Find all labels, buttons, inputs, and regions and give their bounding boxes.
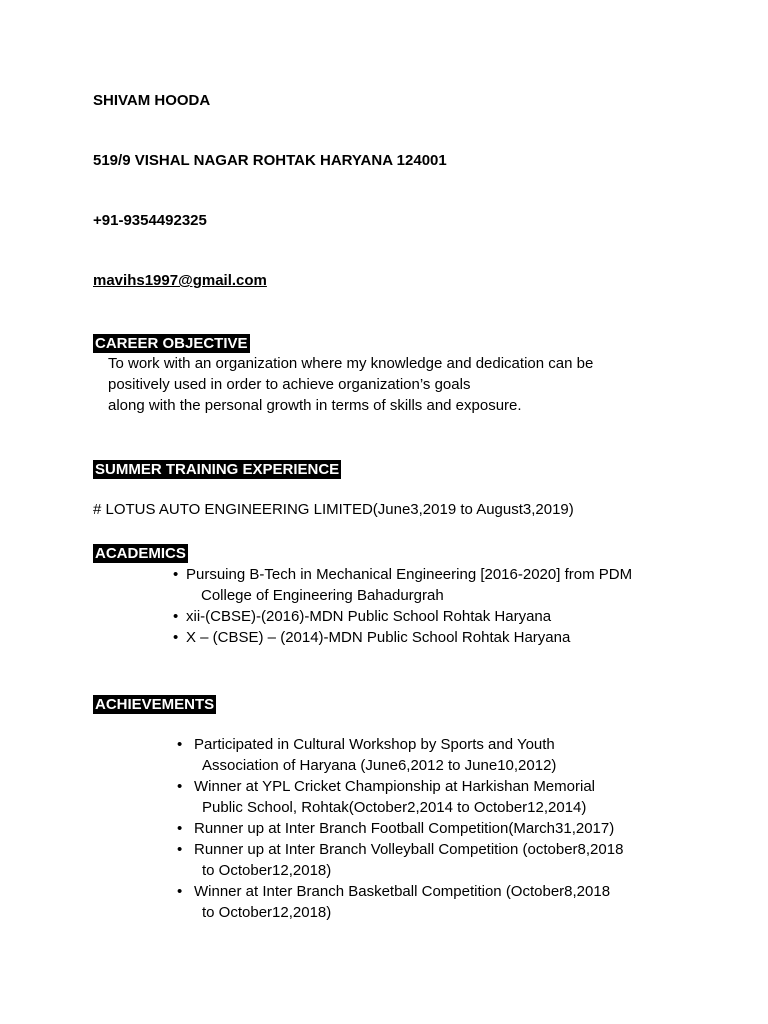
achievement-line-1: Winner at YPL Cricket Championship at Harkishan Memorial bbox=[194, 778, 595, 795]
achievement-line-2: to October12,2018) bbox=[202, 904, 332, 921]
summer-training-section bbox=[93, 459, 341, 480]
career-objective-line-3: along with the personal growth in terms of skills and exposure. bbox=[108, 397, 522, 414]
career-objective-heading: CAREER OBJECTIVE bbox=[95, 335, 248, 352]
list-item bbox=[177, 818, 623, 839]
achievements-list bbox=[177, 734, 624, 923]
achievement-line-1: Participated in Cultural Workshop by Sports and Youth bbox=[194, 736, 555, 753]
list-item bbox=[177, 776, 623, 818]
academics-item-line-1: xii-(CBSE)-(2016)-MDN Public School Rohtak Haryana bbox=[186, 608, 552, 625]
bullet-icon: • bbox=[173, 566, 179, 583]
career-objective-line-1: To work with an organization where my knowledge and dedication can be bbox=[108, 355, 594, 372]
academics-item-line-2: College of Engineering Bahadurgrah bbox=[201, 587, 444, 604]
bullet-icon: • bbox=[177, 883, 183, 900]
achievement-line-1: Runner up at Inter Branch Football Competition(March31,2017) bbox=[194, 820, 615, 837]
achievement-line-1: Runner up at Inter Branch Volleyball Competition (october8,2018 bbox=[194, 841, 624, 858]
bullet-icon: • bbox=[177, 820, 183, 837]
email-link[interactable]: mavihs1997@gmail.com bbox=[93, 272, 267, 289]
bullet-icon: • bbox=[173, 629, 179, 646]
bullet-icon: • bbox=[177, 778, 183, 795]
career-objective-line-2: positively used in order to achieve organization’s goals bbox=[108, 376, 471, 393]
achievement-line-2: Association of Haryana (June6,2012 to June10,2012) bbox=[202, 757, 557, 774]
achievements-heading: ACHIEVEMENTS bbox=[95, 696, 215, 713]
achievement-line-2: to October12,2018) bbox=[202, 862, 332, 879]
list-item bbox=[177, 734, 623, 776]
list-item bbox=[173, 606, 632, 627]
achievement-line-2: Public School, Rohtak(October2,2014 to October12,2014) bbox=[202, 799, 587, 816]
list-item bbox=[173, 627, 632, 648]
bullet-icon: • bbox=[173, 608, 179, 625]
summer-training-entry: # LOTUS AUTO ENGINEERING LIMITED(June3,2019 to August3,2019) bbox=[93, 501, 574, 518]
academics-item-line-1: Pursuing B-Tech in Mechanical Engineering [2016-2020] from PDM bbox=[186, 566, 633, 583]
academics-section bbox=[93, 543, 188, 564]
academics-list bbox=[173, 564, 633, 648]
academics-heading: ACADEMICS bbox=[95, 545, 186, 562]
phone-number: +91-9354492325 bbox=[93, 212, 207, 229]
list-item bbox=[177, 839, 624, 881]
academics-item-line-1: X – (CBSE) – (2014)-MDN Public School Rohtak Haryana bbox=[186, 629, 571, 646]
achievements-section bbox=[93, 694, 216, 715]
bullet-icon: • bbox=[177, 841, 183, 858]
achievement-line-1: Winner at Inter Branch Basketball Competition (October8,2018 bbox=[194, 883, 611, 900]
bullet-icon: • bbox=[177, 736, 183, 753]
candidate-name: SHIVAM HOODA bbox=[93, 92, 211, 109]
address: 519/9 VISHAL NAGAR ROHTAK HARYANA 124001 bbox=[93, 152, 447, 169]
list-item bbox=[173, 564, 633, 606]
list-item bbox=[177, 881, 623, 923]
summer-training-heading: SUMMER TRAINING EXPERIENCE bbox=[95, 461, 340, 478]
career-objective-section bbox=[93, 333, 250, 354]
